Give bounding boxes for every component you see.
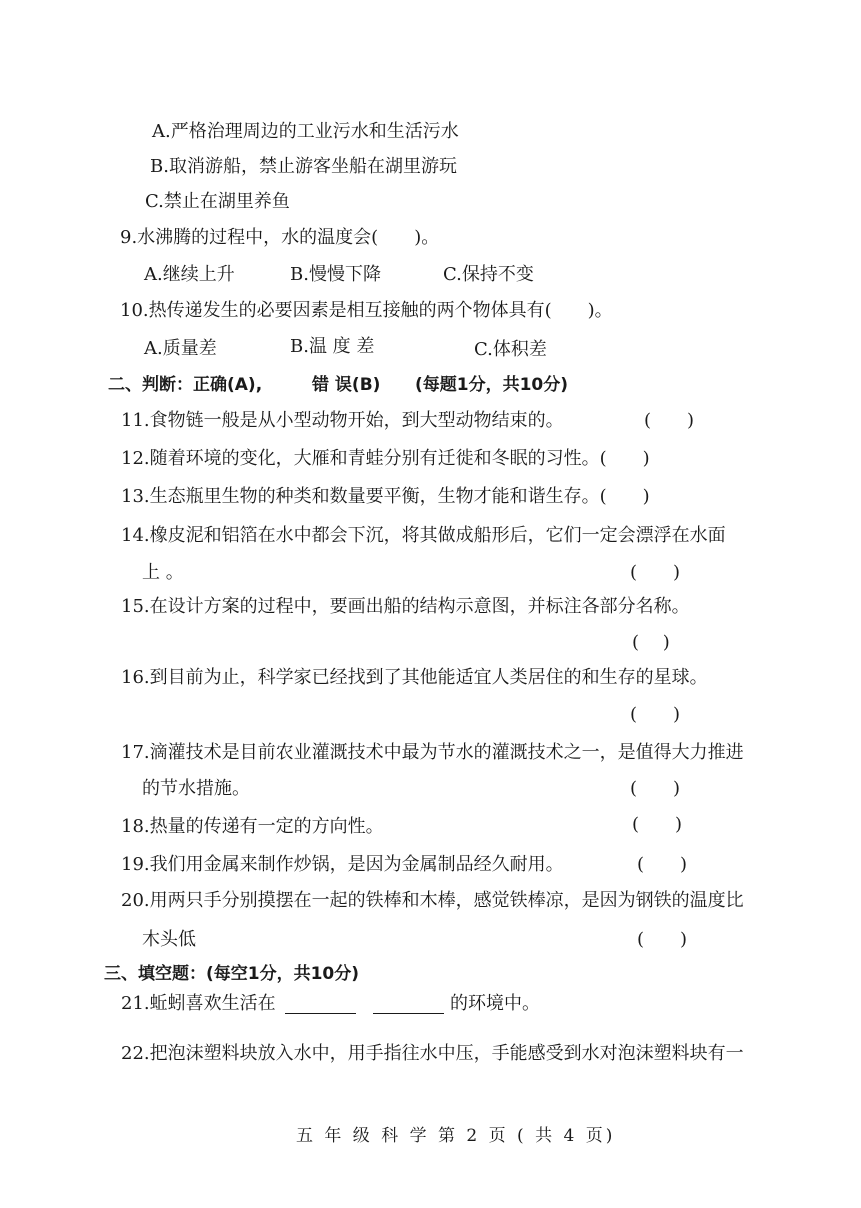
section2-header-b: 错 误(B) bbox=[312, 375, 381, 395]
q10-option-a: A.质量差 bbox=[144, 338, 217, 359]
q21-text-end: 的环境中。 bbox=[450, 993, 540, 1014]
q20-answer-paren[interactable]: ( ) bbox=[637, 929, 688, 950]
section2-header-c: (每题1分，共10分) bbox=[415, 375, 569, 395]
q8-option-a: A.严格治理周边的工业污水和生活污水 bbox=[152, 121, 459, 142]
q19-answer-paren[interactable]: ( ) bbox=[637, 854, 688, 875]
q17-answer-paren[interactable]: ( ) bbox=[630, 778, 681, 799]
q20-text: 20.用两只手分别摸摆在一起的铁棒和木棒，感觉铁棒凉，是因为钢铁的温度比 bbox=[121, 890, 744, 911]
q8-option-c: C.禁止在湖里养鱼 bbox=[145, 191, 290, 212]
q11-text: 11.食物链一般是从小型动物开始，到大型动物结束的。 bbox=[121, 410, 564, 431]
q19-text: 19.我们用金属来制作炒锅，是因为金属制品经久耐用。 bbox=[121, 854, 564, 875]
q13-text: 13.生态瓶里生物的种类和数量要平衡，生物才能和谐生存。( ) bbox=[121, 486, 650, 507]
q17-continuation: 的节水措施。 bbox=[142, 778, 250, 799]
section2-header-a: 二、判断：正确(A), bbox=[108, 375, 263, 395]
q21-text-start: 21.蚯蚓喜欢生活在 bbox=[121, 993, 276, 1014]
q16-answer-paren[interactable]: ( ) bbox=[630, 704, 681, 725]
q18-text: 18.热量的传递有一定的方向性。 bbox=[121, 816, 384, 837]
q9-option-c: C.保持不变 bbox=[443, 264, 534, 285]
q14-text: 14.橡皮泥和铝箔在水中都会下沉，将其做成船形后，它们一定会漂浮在水面 bbox=[121, 525, 726, 546]
q16-text: 16.到目前为止，科学家已经找到了其他能适宜人类居住的和生存的星球。 bbox=[121, 667, 708, 688]
section3-header: 三、填空题：(每空1分，共10分) bbox=[104, 964, 360, 984]
q9-option-b: B.慢慢下降 bbox=[290, 264, 381, 285]
q21-blank-1[interactable] bbox=[285, 1013, 356, 1014]
q15-text: 15.在设计方案的过程中，要画出船的结构示意图，并标注各部分名称。 bbox=[121, 596, 690, 617]
q10-stem: 10.热传递发生的必要因素是相互接触的两个物体具有( )。 bbox=[120, 300, 613, 321]
q18-answer-paren[interactable]: ( ) bbox=[632, 814, 683, 835]
q14-answer-paren[interactable]: ( ) bbox=[630, 562, 681, 583]
q10-option-c: C.体积差 bbox=[474, 339, 547, 360]
q15-answer-paren[interactable]: ( ) bbox=[632, 632, 670, 653]
q17-text: 17.滴灌技术是目前农业灌溉技术中最为节水的灌溉技术之一，是值得大力推进 bbox=[121, 742, 744, 763]
q8-option-b: B.取消游船，禁止游客坐船在湖里游玩 bbox=[150, 156, 457, 177]
q11-answer-paren[interactable]: ( ) bbox=[644, 410, 695, 431]
q9-stem: 9.水沸腾的过程中，水的温度会( )。 bbox=[120, 227, 440, 248]
q22-text: 22.把泡沫塑料块放入水中，用手指往水中压，手能感受到水对泡沫塑料块有一 bbox=[121, 1043, 744, 1064]
q10-option-b: B.温 度 差 bbox=[290, 336, 375, 357]
q21-blank-2[interactable] bbox=[373, 1013, 444, 1014]
q9-option-a: A.继续上升 bbox=[144, 264, 235, 285]
page-footer: 五 年 级 科 学 第 2 页 ( 共 4 页) bbox=[296, 1126, 616, 1146]
q20-continuation: 木头低 bbox=[142, 929, 196, 950]
q12-text: 12.随着环境的变化，大雁和青蛙分别有迁徙和冬眠的习性。( ) bbox=[121, 448, 650, 469]
q14-continuation: 上 。 bbox=[142, 562, 184, 583]
